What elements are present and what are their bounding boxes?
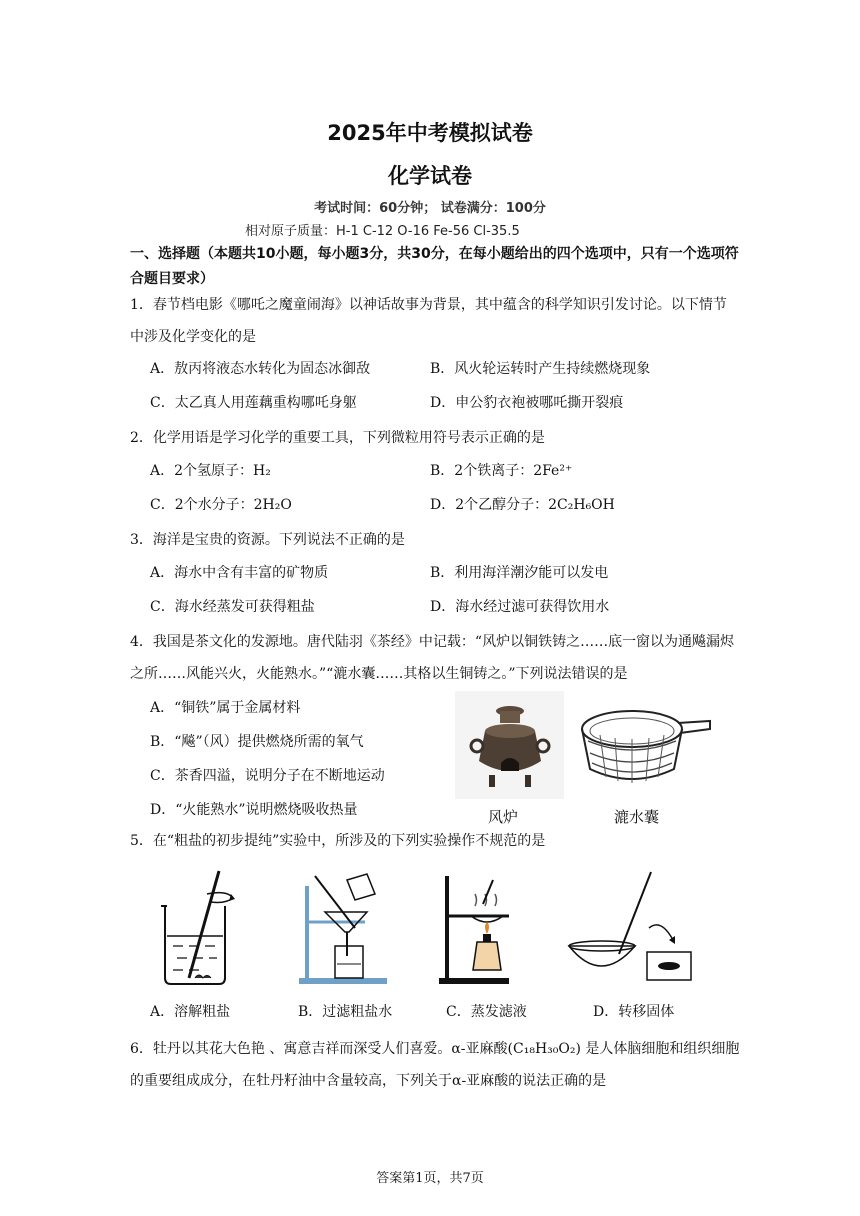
water-strainer-caption: 漉水囊 <box>614 808 660 826</box>
question-3-option-c: C．海水经蒸发可获得粗盐 <box>150 599 315 615</box>
question-5-option-d: D．转移固体 <box>593 1004 675 1020</box>
question-2-stem: 2．化学用语是学习化学的重要工具，下列微粒用符号表示正确的是 <box>130 430 545 446</box>
question-3-option-b: B．利用海洋潮汐能可以发电 <box>430 565 609 581</box>
question-2-option-b: B．2个铁离子：2Fe²⁺ <box>430 463 573 479</box>
exam-title: 2025年中考模拟试卷 <box>327 121 533 145</box>
question-2-option-c: C．2个水分子：2H₂O <box>150 497 292 513</box>
transfer-solid-apparatus-figure <box>565 866 695 986</box>
section-heading: 一、选择题（本题共10小题，每小题3分，共30分，在每小题给出的四个选项中，只有一个选项符合题目要求） <box>130 246 739 287</box>
question-1-option-a: A．敖丙将液态水转化为固态冰御敌 <box>150 361 371 377</box>
exam-subtitle: 化学试卷 <box>388 164 472 188</box>
question-4-option-a: A．“铜铁”属于金属材料 <box>150 700 301 716</box>
page-footer: 答案第1页，共7页 <box>376 1171 484 1186</box>
question-3-option-a: A．海水中含有丰富的矿物质 <box>150 565 329 581</box>
evaporating-apparatus-figure <box>435 866 520 986</box>
wind-stove-caption: 风炉 <box>488 808 519 826</box>
question-4-option-b: B．“飚”（风）提供燃烧所需的氧气 <box>150 734 364 750</box>
question-1-option-b: B．风火轮运转时产生持续燃烧现象 <box>430 361 651 377</box>
question-5-option-c: C．蒸发滤液 <box>446 1004 527 1020</box>
question-1-stem: 1．春节档电影《哪吒之魔童闹海》以神话故事为背景，其中蕴含的科学知识引发讨论。以下情节中涉及化学变化的是 <box>130 297 727 345</box>
water-strainer-image <box>570 691 715 799</box>
question-5-option-a: A．溶解粗盐 <box>150 1004 231 1020</box>
wind-stove-image <box>455 691 564 799</box>
question-2-option-d: D．2个乙醇分子：2C₂H₆OH <box>430 497 615 513</box>
question-6-stem: 6．牡丹以其花大色艳 、寓意吉祥而深受人们喜爱。α-亚麻酸(C₁₈H₃₀O₂) 是人体脑细胞和组织细胞的重要组成成分，在牡丹籽油中含量较高，下列关于α-亚麻酸的说法正确的是 <box>130 1041 740 1089</box>
question-3-option-d: D．海水经过滤可获得饮用水 <box>430 599 610 615</box>
atomic-masses: 相对原子质量：H-1 C-12 O-16 Fe-56 Cl-35.5 <box>245 224 520 239</box>
question-4-stem: 4．我国是茶文化的发源地。唐代陆羽《茶经》中记载：“风炉以铜铁铸之……底一窗以为通飚漏烬之所……风能兴火，火能熟水。”“漉水囊……其格以生铜铸之。”下列说法错误的是 <box>130 634 735 682</box>
exam-info: 考试时间：60分钟； 试卷满分：100分 <box>314 201 546 216</box>
filtering-apparatus-figure <box>295 866 395 986</box>
question-4-option-d: D．“火能熟水”说明燃烧吸收热量 <box>150 802 358 818</box>
question-2-option-a: A．2个氢原子：H₂ <box>150 463 271 479</box>
question-1-option-d: D．申公豹衣袍被哪吒撕开裂痕 <box>430 395 624 411</box>
question-5-option-b: B．过滤粗盐水 <box>298 1004 393 1020</box>
dissolving-apparatus-figure <box>155 866 240 986</box>
question-4-option-c: C．茶香四溢，说明分子在不断地运动 <box>150 768 385 784</box>
question-3-stem: 3．海洋是宝贵的资源。下列说法不正确的是 <box>130 532 405 548</box>
question-1-option-c: C．太乙真人用莲藕重构哪吒身躯 <box>150 395 357 411</box>
question-5-stem: 5．在“粗盐的初步提纯”实验中，所涉及的下列实验操作不规范的是 <box>130 833 546 849</box>
